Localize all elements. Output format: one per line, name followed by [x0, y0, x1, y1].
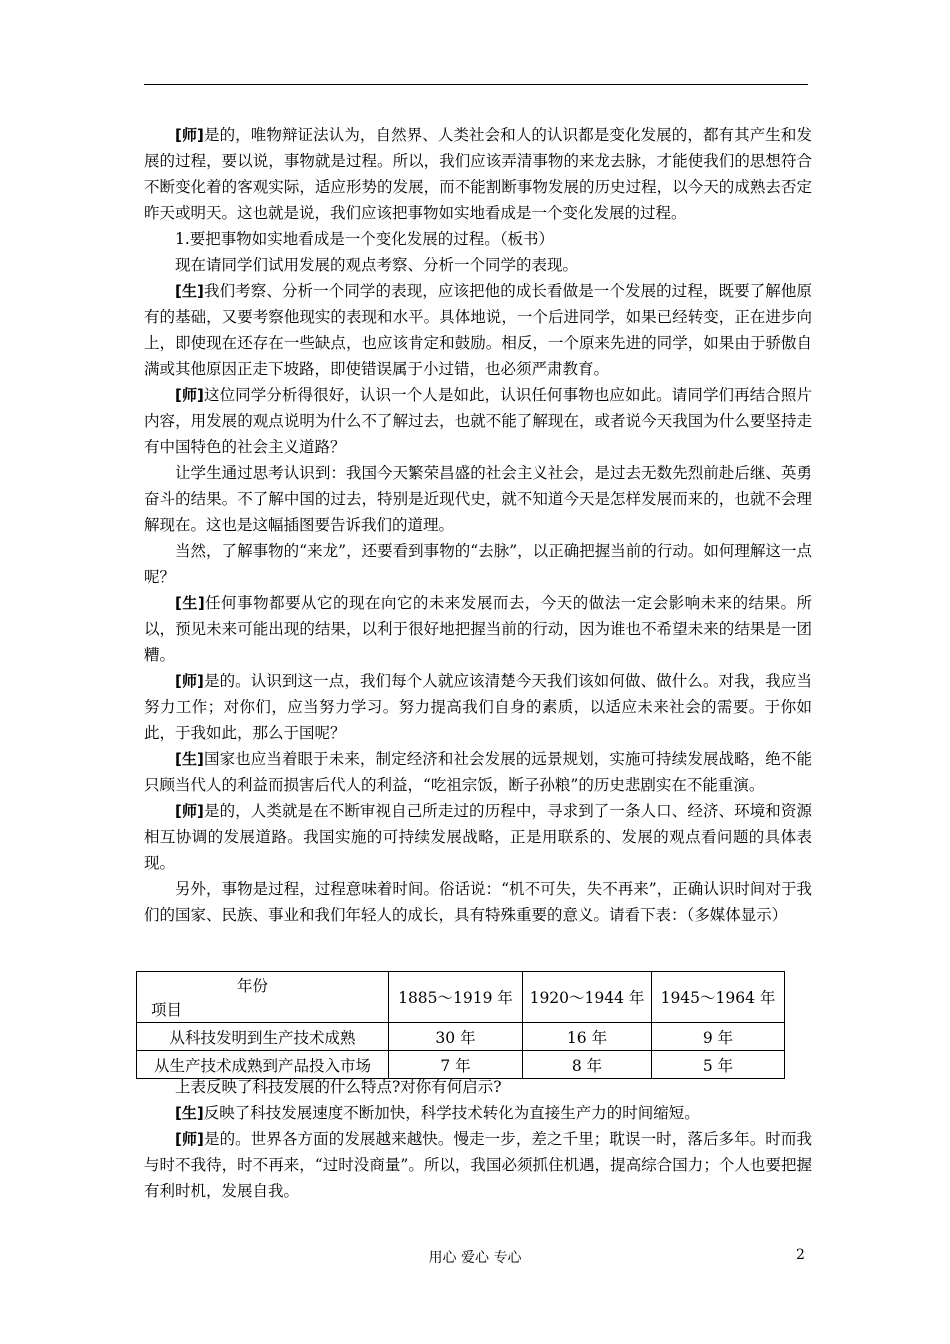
speaker-label: [师]: [175, 802, 204, 820]
table-cell: 5 年: [652, 1051, 785, 1079]
table-corner-cell: [137, 972, 389, 1023]
paragraph-text: 让学生通过思考认识到：我国今天繁荣昌盛的社会主义社会，是过去无数先烈前赴后继、英勇奋斗的结果。不了解中国的过去，特别是近现代史，就不知道今天是怎样发展而来的，也就不会理解现在。这也是这幅插图要告诉我们的道理。: [144, 464, 812, 534]
paragraph: [144, 382, 812, 460]
paragraph: [144, 538, 812, 590]
paragraph: [144, 1126, 812, 1204]
paragraph-text: 是的，唯物辩证法认为，自然界、人类社会和人的认识都是变化发展的，都有其产生和发展的过程，要以说，事物就是过程。所以，我们应该弄清事物的来龙去脉，才能使我们的思想符合不断变化着的客观实际，适应形势的发展，而不能割断事物发展的历史过程，以今天的成熟去否定昨天或明天。这也就是说，我们应该把事物如实地看成是一个变化发展的过程。: [144, 126, 812, 222]
data-table: [136, 971, 785, 1079]
paragraph-text: 是的。认识到这一点，我们每个人就应该清楚今天我们该如何做、做什么。对我，我应当努力工作；对你们，应当努力学习。努力提高我们自身的素质，以适应未来社会的需要。于你如此，于我如此，那么于国呢？: [144, 672, 812, 742]
column-header: 1920～1944 年: [523, 972, 652, 1023]
row-label: 从科技发明到生产技术成熟: [137, 1023, 389, 1051]
main-text: [144, 122, 812, 928]
paragraph-text: 任何事物都要从它的现在向它的未来发展而去，今天的做法一定会影响未来的结果。所以，预见未来可能出现的结果，以利于很好地把握当前的行动，因为谁也不希望未来的结果是一团糟。: [144, 594, 812, 664]
table-cell: 16 年: [523, 1023, 652, 1051]
speaker-label: [师]: [175, 386, 204, 404]
paragraph-text: 我们考察、分析一个同学的表现，应该把他的成长看做是一个发展的过程，既要了解他原有的基础，又要考察他现实的表现和水平。具体地说，一个后进同学，如果已经转变，正在进步向上，即使现在还存在一些缺点，也应该肯定和鼓励。相反，一个原来先进的同学，如果由于骄傲自满或其他原因正走下坡路，即使错误属于小过错，也必须严肃教育。: [144, 282, 812, 378]
page-number: 2: [796, 1247, 805, 1263]
paragraph: [144, 460, 812, 538]
paragraph: [144, 798, 812, 876]
paragraph-text: 反映了科技发展速度不断加快，科学技术转化为直接生产力的时间缩短。: [203, 1104, 700, 1122]
paragraph-text: 1.要把事物如实地看成是一个变化发展的过程。（板书）: [175, 230, 555, 248]
paragraph: [144, 590, 812, 668]
paragraph-text: 是的。世界各方面的发展越来越快。慢走一步，差之千里；耽误一时，落后多年。时而我与时不我待，时不再来，“过时没商量”。所以，我国必须抓住机遇，提高综合国力；个人也要把握有利时机，发展自我。: [144, 1130, 812, 1200]
paragraph-text: 这位同学分析得很好，认识一个人是如此，认识任何事物也应如此。请同学们再结合照片内容，用发展的观点说明为什么不了解过去，也就不能了解现在，或者说今天我国为什么要坚持走有中国特色的社会主义道路？: [144, 386, 812, 456]
column-header: 1885～1919 年: [389, 972, 523, 1023]
speaker-label: [师]: [175, 672, 204, 690]
paragraph: [144, 876, 812, 928]
speaker-label: [生]: [175, 1104, 204, 1122]
corner-item-label: 项目: [151, 1001, 183, 1019]
paragraph: [144, 1074, 812, 1100]
paragraph: [144, 122, 812, 226]
speaker-label: [生]: [175, 750, 204, 768]
paragraph-text: 国家也应当着眼于未来，制定经济和社会发展的远景规划，实施可持续发展战略，绝不能只顾当代人的利益而损害后代人的利益，“吃祖宗饭，断子孙粮”的历史悲剧实在不能重演。: [144, 750, 812, 794]
speaker-label: [生]: [175, 594, 205, 612]
paragraph: [144, 252, 812, 278]
table-cell: 8 年: [523, 1051, 652, 1079]
paragraph: [144, 226, 812, 252]
paragraph: [144, 278, 812, 382]
paragraph-text: 上表反映了科技发展的什么特点?对你有何启示?: [175, 1078, 502, 1096]
speaker-label: [生]: [175, 282, 204, 300]
footer-motto: 用心 爱心 专心: [428, 1250, 522, 1266]
header-rule: [144, 84, 808, 85]
table-cell: 9 年: [652, 1023, 785, 1051]
paragraph-text: 是的，人类就是在不断审视自己所走过的历程中，寻求到了一条人口、经济、环境和资源相互协调的发展道路。我国实施的可持续发展战略，正是用联系的、发展的观点看问题的具体表现。: [144, 802, 812, 872]
corner-year-label: 年份: [237, 977, 269, 995]
row-label: 从生产技术成熟到产品投入市场: [137, 1051, 389, 1079]
paragraph: [144, 1100, 812, 1126]
table-cell: 7 年: [389, 1051, 523, 1079]
paragraph-text: 当然，了解事物的“来龙”，还要看到事物的“去脉”，以正确把握当前的行动。如何理解这一点呢？: [144, 542, 812, 586]
column-header: 1945～1964 年: [652, 972, 785, 1023]
table-row: [137, 1023, 785, 1051]
paragraph: [144, 668, 812, 746]
closing-text: [144, 1074, 812, 1204]
paragraph-text: 另外，事物是过程，过程意味着时间。俗话说：“机不可失，失不再来”，正确认识时间对于我们的国家、民族、事业和我们年轻人的成长，具有特殊重要的意义。请看下表：（多媒体显示）: [144, 880, 812, 924]
table-header-row: [137, 972, 785, 1023]
speaker-label: [师]: [175, 1130, 204, 1148]
paragraph: [144, 746, 812, 798]
table-cell: 30 年: [389, 1023, 523, 1051]
speaker-label: [师]: [175, 126, 204, 144]
paragraph-text: 现在请同学们试用发展的观点考察、分析一个同学的表现。: [175, 256, 579, 274]
